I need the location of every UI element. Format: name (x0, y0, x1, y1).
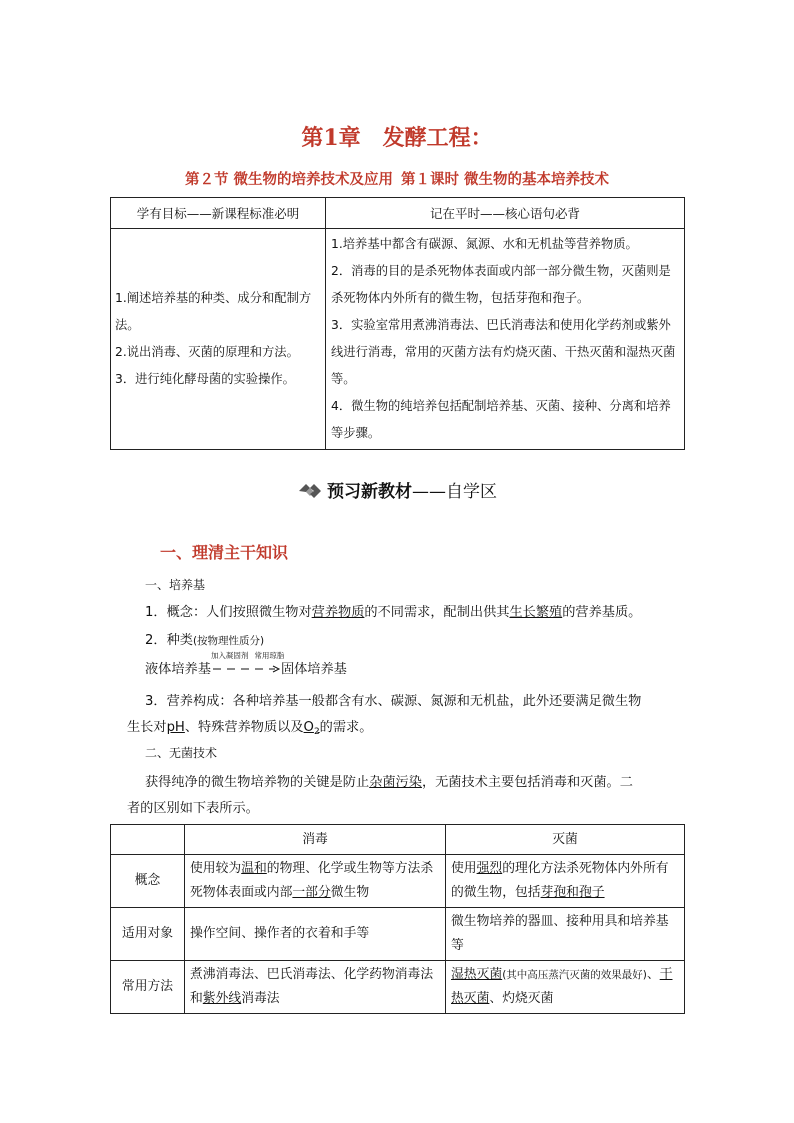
corner-cell (111, 825, 185, 855)
methods-disinfection (185, 961, 446, 1014)
subscript: 2 (313, 727, 320, 737)
text-run: 1．概念：人们按照微生物对 (145, 605, 312, 620)
text-run: 、灼烧灭菌 (489, 991, 554, 1006)
underlined-term: 杂菌污染 (369, 775, 422, 790)
section-subtitle (0, 168, 794, 189)
note-run: (其中高压蒸汽灭菌的效果最好) (502, 969, 647, 981)
note-run: (按物理性质分) (192, 635, 265, 647)
col-sterilization: 灭菌 (446, 825, 685, 855)
agar-label-2: 常用琼脂 (254, 651, 285, 660)
text-run: 、 (646, 967, 660, 982)
key-sentence: 4．微生物的纯培养包括配制培养基、灭菌、接种、分离和培养等步骤。 (331, 399, 671, 440)
arrow-label (211, 650, 285, 661)
text-run: 的不同需求，配制出供其 (364, 605, 510, 620)
knowledge-heading: 一、理清主干知识 (160, 543, 289, 562)
text-run: 、特殊营养物质以及 (184, 720, 304, 735)
target-disinfection: 操作空间、操作者的衣着和手等 (185, 908, 446, 961)
chapter-number: 第1章 (301, 125, 361, 151)
agar-label: 加入凝固剂 (210, 651, 249, 660)
concept-sterilization (446, 855, 685, 908)
underlined-term: 干热灭菌 (451, 967, 673, 1006)
underlined-term: 营养物质 (311, 605, 365, 620)
banner-rest: ——自学区 (412, 482, 497, 502)
text-run: 微生物 (330, 885, 370, 900)
goal-item: 3．进行纯化酵母菌的实验操作。 (115, 372, 295, 386)
text-run: 的营养基质。 (562, 605, 642, 620)
row-head: 概念 (111, 855, 185, 908)
goals-left-header: 学有目标——新课程标准必明 (111, 198, 326, 229)
underlined-term: 湿热灭菌 (451, 967, 503, 982)
part1-title: 一、培养基 (145, 578, 206, 592)
aseptic-line-2: 者的区别如下表所示。 (127, 801, 259, 816)
goals-right-cell (326, 229, 685, 450)
key-sentence: 3．实验室常用煮沸消毒法、巴氏消毒法和使用化学药剂或紫外线进行消毒，常用的灭菌方法有灼烧灭菌、干热灭菌和湿热灭菌等。 (331, 318, 676, 386)
text-run: 生长对 (127, 720, 167, 735)
text-run: 使用 (451, 861, 477, 876)
text-run: 的理化方法杀死物体内外所有的微生物，包括 (451, 861, 669, 900)
goals-table (110, 197, 685, 450)
key-sentence: 2．消毒的目的是杀死物体表面或内部一部分微生物，灭菌则是杀死物体内外所有的微生物，包括芽孢和孢子。 (331, 264, 671, 305)
banner-strong: 预习新教材 (327, 482, 412, 502)
liquid-medium: 液体培养基 (145, 662, 211, 677)
methods-sterilization (446, 961, 685, 1014)
col-disinfection: 消毒 (185, 825, 446, 855)
underlined-term: pH (166, 720, 185, 735)
underlined-term: 紫外线 (202, 991, 242, 1006)
text-run: ，无菌技术主要包括消毒和灭菌。二 (421, 775, 633, 790)
goals-left-cell (111, 229, 326, 450)
goal-item: 1.阐述培养基的种类、成分和配制方法。 (115, 291, 312, 332)
underlined-term (304, 720, 320, 735)
concept-line (145, 601, 641, 620)
text-run: 使用较为 (190, 861, 242, 876)
conversion-arrow (210, 651, 285, 673)
goals-right-header: 记在平时——核心语句必背 (326, 198, 685, 229)
underlined-term: 强烈 (476, 861, 503, 876)
lesson-label: 第１课时 微生物的基本培养技术 (401, 172, 610, 188)
text-run: 的需求。 (319, 720, 373, 735)
underlined-term: 生长繁殖 (509, 605, 563, 620)
text-run: 获得纯净的微生物培养物的关键是防止 (145, 775, 370, 790)
oxygen-symbol: O (303, 720, 314, 735)
right-arrow-icon (211, 661, 281, 675)
goal-item: 2.说出消毒、灭菌的原理和方法。 (115, 345, 299, 359)
chapter-name: 发酵工程： (382, 125, 493, 151)
medium-conversion (145, 651, 347, 677)
nutrient-line-2 (127, 716, 372, 737)
underlined-term: 温和 (241, 861, 267, 876)
key-sentence: 1.培养基中都含有碳源、氮源、水和无机盐等营养物质。 (331, 237, 638, 251)
target-sterilization: 微生物培养的器皿、接种用具和培养基等 (446, 908, 685, 961)
types-line (145, 629, 264, 648)
aseptic-line-1 (145, 771, 633, 790)
concept-disinfection (185, 855, 446, 908)
text-run: 煮沸消毒法、巴氏消毒法、化学药物消毒法和 (190, 967, 434, 1006)
text-run: 消毒法 (241, 991, 280, 1006)
chapter-title (0, 121, 794, 152)
solid-medium: 固体培养基 (280, 662, 347, 677)
row-head: 适用对象 (111, 908, 185, 961)
underlined-term: 一部分 (292, 885, 331, 900)
section-label: 第２节 微生物的培养技术及应用 (184, 172, 393, 188)
underlined-term: 芽孢和孢子 (540, 885, 605, 900)
row-head: 常用方法 (111, 961, 185, 1014)
text-run: 的物理、化学或生物等方法杀死物体表面或内部 (190, 861, 434, 900)
section-banner (0, 477, 794, 502)
preview-logo-icon (297, 483, 323, 499)
nutrient-line-1: 3．营养构成：各种培养基一般都含有水、碳源、氮源和无机盐，此外还要满足微生物 (145, 694, 642, 709)
part2-title: 二、无菌技术 (145, 746, 218, 760)
text-run: 2．种类 (145, 633, 193, 648)
compare-table (110, 824, 685, 1014)
